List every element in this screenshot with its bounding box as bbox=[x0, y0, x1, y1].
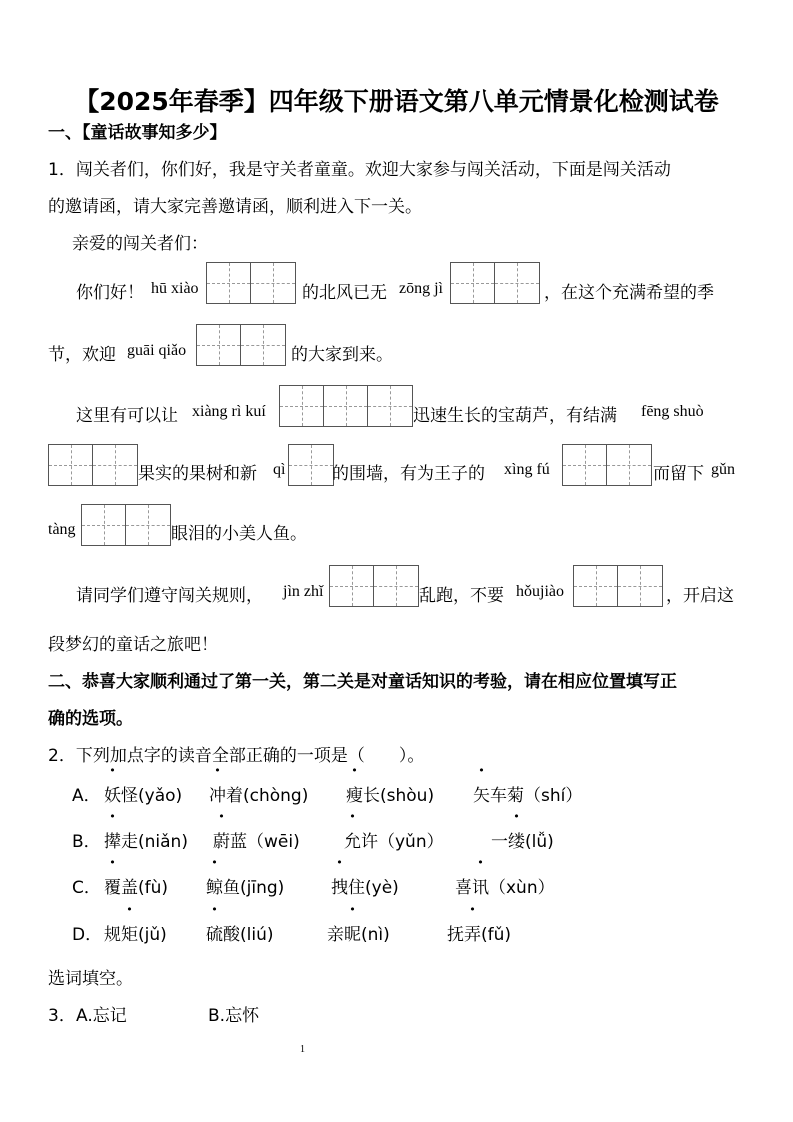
greeting: 亲爱的闯关者们： bbox=[72, 234, 208, 254]
answer-grid-xiangrikui[interactable] bbox=[279, 385, 413, 427]
q2-stem: 2．下列加点字的读音全部正确的一项是（ ）。 bbox=[48, 746, 425, 766]
pinyin-houjiao: hǒujiào bbox=[516, 583, 564, 600]
q3-option-b: B.忘怀 bbox=[208, 1006, 260, 1026]
answer-grid-qi[interactable] bbox=[288, 444, 334, 486]
option-d-item-2: 硫酸(liú) bbox=[206, 925, 274, 945]
option-c-item-1: 覆盖(fù) bbox=[104, 878, 169, 898]
option-a-item-4: 矢车菊（shí） bbox=[473, 786, 583, 806]
option-a-item-2: 冲着(chòng) bbox=[209, 786, 309, 806]
page-title: 【2025年春季】四年级下册语文第八单元情景化检测试卷 bbox=[74, 87, 719, 116]
pinyin-xingfu: xìng fú bbox=[504, 461, 550, 478]
p4-c: 的围墙，有为王子的 bbox=[332, 464, 485, 484]
option-c-item-2: 鲸鱼(jīng) bbox=[206, 878, 285, 898]
option-a-label[interactable]: A． bbox=[72, 786, 101, 806]
p1-c: ，在这个充满希望的季 bbox=[544, 283, 714, 303]
fill-heading: 选词填空。 bbox=[48, 969, 133, 989]
answer-grid-houjiao[interactable] bbox=[573, 565, 663, 607]
pinyin-fengshuo: fēng shuò bbox=[641, 403, 704, 420]
option-d-item-3: 亲昵(nì) bbox=[327, 925, 390, 945]
option-b-item-2: 蔚蓝（wēi) bbox=[213, 832, 300, 852]
option-c-label[interactable]: C． bbox=[72, 878, 101, 898]
answer-grid-jinzhi[interactable] bbox=[329, 565, 419, 607]
p6-b: 乱跑，不要 bbox=[419, 586, 504, 606]
pinyin-tang: tàng bbox=[48, 521, 76, 538]
answer-grid-guntang[interactable] bbox=[81, 504, 171, 546]
option-b-item-1: 撵走(niǎn) bbox=[104, 832, 188, 852]
answer-grid-zongji[interactable] bbox=[450, 262, 540, 304]
q3-number: 3． bbox=[48, 1006, 76, 1026]
q1-line1: 1．闯关者们，你们好，我是守关者童童。欢迎大家参与闯关活动，下面是闯关活动 bbox=[48, 160, 671, 180]
option-d-item-4: 抚弄(fǔ) bbox=[447, 925, 512, 945]
section1-heading: 一、【童话故事知多少】 bbox=[48, 123, 227, 143]
option-d-label[interactable]: D． bbox=[72, 925, 103, 945]
p3-b: 迅速生长的宝葫芦，有结满 bbox=[413, 406, 617, 426]
answer-grid-guaiqiao[interactable] bbox=[196, 324, 286, 366]
pinyin-zongji: zōng jì bbox=[399, 280, 443, 297]
option-a-item-3: 瘦长(shòu) bbox=[346, 786, 435, 806]
option-d-item-1: 规矩(jǔ) bbox=[104, 925, 167, 945]
pinyin-xiangrikui: xiàng rì kuí bbox=[192, 403, 266, 420]
pinyin-qi: qì bbox=[273, 461, 286, 478]
p4-b: 果实的果树和新 bbox=[138, 464, 257, 484]
option-a-item-1: 妖怪(yǎo) bbox=[104, 786, 183, 806]
q3-option-a: A.忘记 bbox=[76, 1006, 127, 1026]
p7: 段梦幻的童话之旅吧！ bbox=[48, 635, 218, 655]
p3-a: 这里有可以让 bbox=[76, 406, 178, 426]
p4-d: 而留下 bbox=[653, 464, 704, 484]
option-c-item-3: 拽住(yè) bbox=[331, 878, 399, 898]
option-b-item-4: 一缕(lǚ) bbox=[491, 832, 554, 852]
p2-a: 节，欢迎 bbox=[48, 345, 116, 365]
pinyin-gun: gǔn bbox=[711, 461, 735, 478]
answer-grid-fengshuo[interactable] bbox=[48, 444, 138, 486]
p6-a: 请同学们遵守闯关规则， bbox=[76, 586, 263, 606]
pinyin-huxiao: hū xiào bbox=[151, 280, 199, 297]
p1-a: 你们好！ bbox=[76, 283, 144, 303]
option-b-item-3: 允许（yǔn） bbox=[344, 832, 444, 852]
option-b-label[interactable]: B． bbox=[72, 832, 101, 852]
section2-heading-line1: 二、恭喜大家顺利通过了第一关，第二关是对童话知识的考验，请在相应位置填写正 bbox=[48, 672, 677, 692]
p1-b: 的北风已无 bbox=[302, 283, 387, 303]
pinyin-jinzhi: jìn zhǐ bbox=[283, 583, 324, 600]
p6-c: ，开启这 bbox=[666, 586, 734, 606]
answer-grid-huxiao[interactable] bbox=[206, 262, 296, 304]
p5-b: 眼泪的小美人鱼。 bbox=[171, 524, 307, 544]
q1-line2: 的邀请函，请大家完善邀请函，顺利进入下一关。 bbox=[48, 197, 422, 217]
page-number: 1 bbox=[300, 1044, 305, 1055]
pinyin-guaiqiao: guāi qiǎo bbox=[127, 342, 187, 359]
answer-grid-xingfu[interactable] bbox=[562, 444, 652, 486]
section2-heading-line2: 确的选项。 bbox=[48, 709, 133, 729]
option-c-item-4: 喜讯（xùn） bbox=[455, 878, 555, 898]
p2-b: 的大家到来。 bbox=[291, 345, 393, 365]
